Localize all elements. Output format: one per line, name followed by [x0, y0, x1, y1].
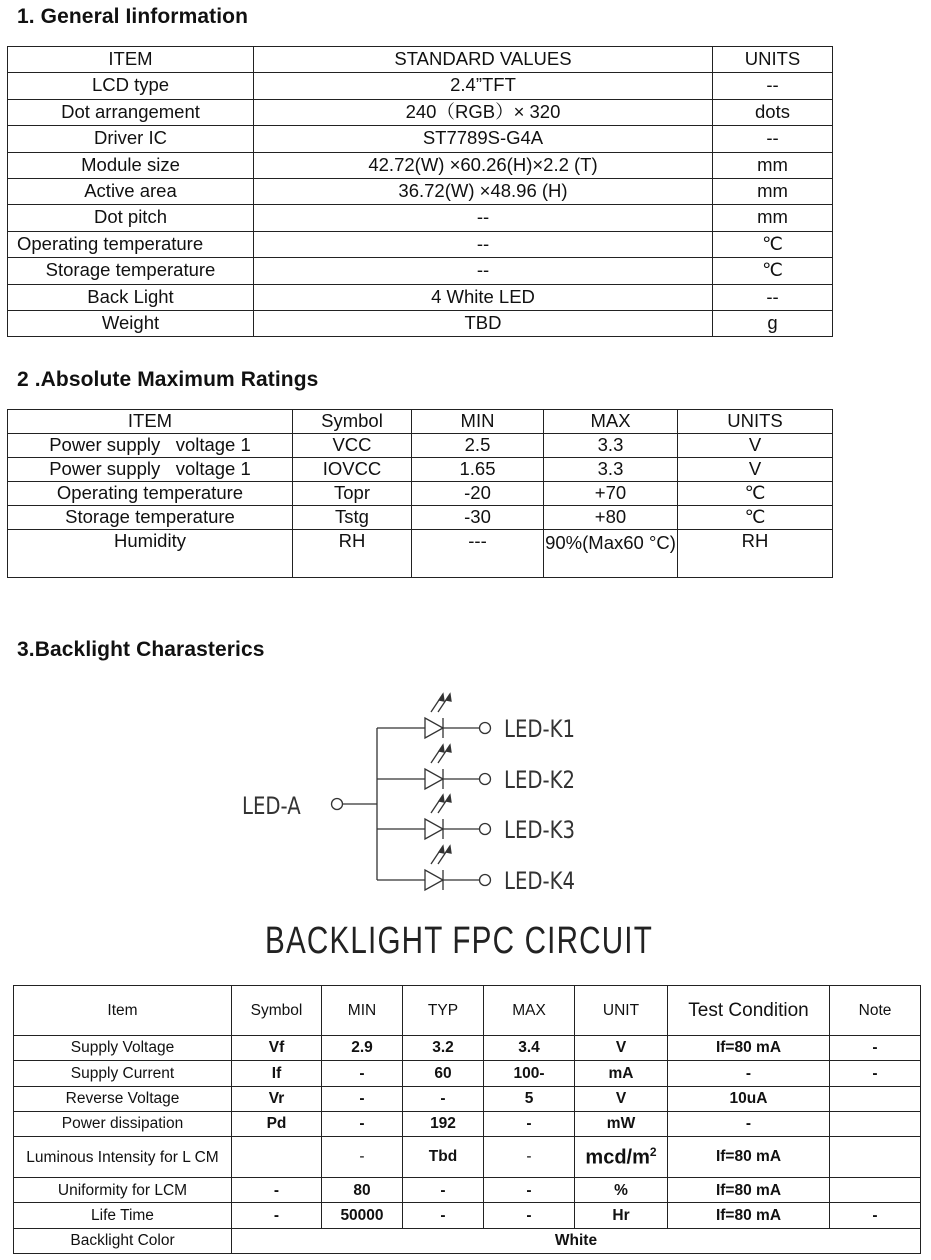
item-cell: Humidity: [8, 530, 293, 578]
min-cell: 1.65: [412, 458, 544, 482]
circuit-caption: BACKLIGHT FPC CIRCUIT: [265, 920, 653, 962]
header-cell: UNIT: [575, 986, 668, 1036]
light-emission-arrows-icon: [431, 694, 451, 712]
min-cell: -: [322, 1086, 403, 1111]
max-cell: 90%(Max60 °C): [544, 530, 678, 578]
header-cell: UNITS: [713, 47, 833, 73]
item-cell: Module size: [8, 152, 254, 178]
section-2-title: 2 .Absolute Maximum Ratings: [17, 368, 319, 391]
symbol-cell: -: [232, 1178, 322, 1203]
test-condition-cell: If=80 mA: [668, 1203, 830, 1228]
unit-cell: mm: [713, 205, 833, 231]
cathode-terminal: [480, 723, 491, 734]
note-cell: -: [830, 1036, 921, 1061]
header-cell: UNITS: [678, 410, 833, 434]
header-cell: MIN: [322, 986, 403, 1036]
header-cell: ITEM: [8, 410, 293, 434]
note-cell: -: [830, 1061, 921, 1086]
table-row: [14, 1036, 921, 1061]
unit-cell: ℃: [713, 231, 833, 257]
led-row: [377, 745, 575, 795]
table-row: [8, 99, 833, 125]
value-cell: --: [254, 258, 713, 284]
symbol-cell: Topr: [293, 482, 412, 506]
symbol-cell: Tstg: [293, 506, 412, 530]
min-cell: 2.5: [412, 434, 544, 458]
table-header-row: [14, 986, 921, 1036]
header-cell: TYP: [403, 986, 484, 1036]
unit-cell: V: [678, 434, 833, 458]
table-row: [8, 178, 833, 204]
unit-cell: mm: [713, 152, 833, 178]
test-condition-cell: -: [668, 1111, 830, 1136]
item-cell: Driver IC: [8, 126, 254, 152]
table-row: [8, 126, 833, 152]
item-cell: Supply Current: [14, 1061, 232, 1086]
unit-cell: V: [678, 458, 833, 482]
unit-cell: ℃: [678, 506, 833, 530]
typ-cell: -: [403, 1178, 484, 1203]
min-cell: ---: [412, 530, 544, 578]
symbol-cell: VCC: [293, 434, 412, 458]
table-row: [8, 73, 833, 99]
unit-cell: --: [713, 284, 833, 310]
max-cell: 5: [484, 1086, 575, 1111]
item-cell: Supply Voltage: [14, 1036, 232, 1061]
note-cell: [830, 1086, 921, 1111]
value-cell: 36.72(W) ×48.96 (H): [254, 178, 713, 204]
symbol-cell: Vr: [232, 1086, 322, 1111]
max-cell: -: [484, 1137, 575, 1178]
typ-cell: 60: [403, 1061, 484, 1086]
cathode-label: LED-K2: [504, 767, 576, 795]
header-cell: Symbol: [232, 986, 322, 1036]
table-row: [8, 310, 833, 336]
min-cell: -: [322, 1061, 403, 1086]
section-1-title: 1. General Iinformation: [17, 5, 249, 28]
header-cell: Test Condition: [668, 986, 830, 1036]
item-cell: Power supply voltage 1: [8, 434, 293, 458]
item-cell: Storage temperature: [8, 258, 254, 284]
test-condition-cell: If=80 mA: [668, 1178, 830, 1203]
min-cell: -: [322, 1111, 403, 1136]
led-diode-icon: [425, 718, 443, 738]
unit-cell: %: [575, 1178, 668, 1203]
item-cell: Uniformity for LCM: [14, 1178, 232, 1203]
unit-cell: mA: [575, 1061, 668, 1086]
value-cell: TBD: [254, 310, 713, 336]
table-row: [8, 258, 833, 284]
table-row: [8, 530, 833, 578]
unit-superscript: 2: [649, 1145, 657, 1160]
cathode-label: LED-K3: [504, 817, 576, 845]
item-cell: Power supply voltage 1: [8, 458, 293, 482]
header-cell: Item: [14, 986, 232, 1036]
max-cell: -: [484, 1178, 575, 1203]
absolute-maximum-ratings-table: [7, 409, 833, 578]
note-cell: [830, 1178, 921, 1203]
table-row: [14, 1111, 921, 1136]
light-emission-arrows-icon: [431, 795, 451, 813]
table-row: [14, 1178, 921, 1203]
min-cell: 50000: [322, 1203, 403, 1228]
item-cell: Dot arrangement: [8, 99, 254, 125]
test-condition-cell: If=80 mA: [668, 1137, 830, 1178]
table-row: [8, 231, 833, 257]
backlight-characteristics-table: [13, 985, 921, 1254]
max-cell: 3.4: [484, 1036, 575, 1061]
item-cell: Operating temperature: [8, 482, 293, 506]
typ-cell: -: [403, 1086, 484, 1111]
table-row: [8, 284, 833, 310]
max-cell: 100-: [484, 1061, 575, 1086]
item-cell: Storage temperature: [8, 506, 293, 530]
symbol-cell: RH: [293, 530, 412, 578]
table-row-backlight-color: [14, 1228, 921, 1253]
light-emission-arrows-icon: [431, 745, 451, 763]
anode-label: LED-A: [242, 793, 301, 821]
max-cell: -: [484, 1203, 575, 1228]
led-row: [377, 694, 575, 744]
anode-terminal: [332, 799, 343, 810]
max-cell: +70: [544, 482, 678, 506]
section-3-title: 3.Backlight Charasterics: [17, 638, 265, 661]
min-cell: -: [322, 1137, 403, 1178]
table-row: [14, 1203, 921, 1228]
symbol-cell: Vf: [232, 1036, 322, 1061]
header-cell: Note: [830, 986, 921, 1036]
symbol-cell: -: [232, 1203, 322, 1228]
led-diode-icon: [425, 769, 443, 789]
item-cell: Power dissipation: [14, 1111, 232, 1136]
cathode-terminal: [480, 824, 491, 835]
min-cell: -30: [412, 506, 544, 530]
item-cell: Operating temperature: [8, 231, 254, 257]
typ-cell: 192: [403, 1111, 484, 1136]
note-cell: [830, 1111, 921, 1136]
table-row: [8, 506, 833, 530]
item-cell: Luminous Intensity for L CM: [14, 1137, 232, 1178]
led-row: [377, 795, 575, 845]
item-cell: Life Time: [14, 1203, 232, 1228]
symbol-cell: If: [232, 1061, 322, 1086]
table-header-row: [8, 410, 833, 434]
value-cell: 2.4”TFT: [254, 73, 713, 99]
symbol-cell: Pd: [232, 1111, 322, 1136]
value-cell: --: [254, 205, 713, 231]
header-cell: MAX: [544, 410, 678, 434]
table-row: [8, 482, 833, 506]
color-value-cell: White: [232, 1228, 921, 1253]
unit-cell: mm: [713, 178, 833, 204]
table-row: [8, 458, 833, 482]
unit-cell: V: [575, 1036, 668, 1061]
test-condition-cell: If=80 mA: [668, 1036, 830, 1061]
item-cell: Active area: [8, 178, 254, 204]
item-cell: Dot pitch: [8, 205, 254, 231]
header-cell: MIN: [412, 410, 544, 434]
header-cell: ITEM: [8, 47, 254, 73]
led-row: [377, 846, 575, 896]
unit-cell: Hr: [575, 1203, 668, 1228]
light-emission-arrows-icon: [431, 846, 451, 864]
cathode-label: LED-K1: [504, 716, 576, 744]
min-cell: 2.9: [322, 1036, 403, 1061]
item-cell: Back Light: [8, 284, 254, 310]
value-cell: 240（RGB）× 320: [254, 99, 713, 125]
min-cell: 80: [322, 1178, 403, 1203]
typ-cell: -: [403, 1203, 484, 1228]
general-information-table: [7, 46, 833, 337]
test-condition-cell: -: [668, 1061, 830, 1086]
unit-base: mcd/m: [585, 1147, 650, 1170]
min-cell: -20: [412, 482, 544, 506]
unit-cell: --: [713, 73, 833, 99]
table-row: [14, 1137, 921, 1178]
symbol-cell: IOVCC: [293, 458, 412, 482]
cathode-label: LED-K4: [504, 868, 576, 896]
header-cell: STANDARD VALUES: [254, 47, 713, 73]
unit-cell: V: [575, 1086, 668, 1111]
unit-cell: --: [713, 126, 833, 152]
max-cell: 3.3: [544, 458, 678, 482]
cathode-terminal: [480, 875, 491, 886]
max-cell: +80: [544, 506, 678, 530]
value-cell: ST7789S-G4A: [254, 126, 713, 152]
value-cell: 4 White LED: [254, 284, 713, 310]
note-cell: [830, 1137, 921, 1178]
test-condition-cell: 10uA: [668, 1086, 830, 1111]
cathode-terminal: [480, 774, 491, 785]
value-cell: --: [254, 231, 713, 257]
item-cell: Weight: [8, 310, 254, 336]
table-header-row: [8, 47, 833, 73]
table-row: [8, 152, 833, 178]
led-diode-icon: [425, 870, 443, 890]
typ-cell: 3.2: [403, 1036, 484, 1061]
unit-cell: RH: [678, 530, 833, 578]
max-cell: -: [484, 1111, 575, 1136]
value-cell: 42.72(W) ×60.26(H)×2.2 (T): [254, 152, 713, 178]
item-cell: Reverse Voltage: [14, 1086, 232, 1111]
header-cell: MAX: [484, 986, 575, 1036]
note-cell: -: [830, 1203, 921, 1228]
item-cell: LCD type: [8, 73, 254, 99]
max-cell: 3.3: [544, 434, 678, 458]
symbol-cell: [232, 1137, 322, 1178]
table-row: [8, 205, 833, 231]
header-cell: Symbol: [293, 410, 412, 434]
unit-cell: dots: [713, 99, 833, 125]
unit-cell: mW: [575, 1111, 668, 1136]
unit-cell: ℃: [713, 258, 833, 284]
backlight-circuit-diagram: [230, 688, 610, 903]
table-row: [14, 1086, 921, 1111]
led-diode-icon: [425, 819, 443, 839]
table-row: [14, 1061, 921, 1086]
typ-cell: Tbd: [403, 1137, 484, 1178]
table-row: [8, 434, 833, 458]
unit-cell: [575, 1137, 668, 1178]
unit-cell: ℃: [678, 482, 833, 506]
item-cell: Backlight Color: [14, 1228, 232, 1253]
unit-cell: g: [713, 310, 833, 336]
